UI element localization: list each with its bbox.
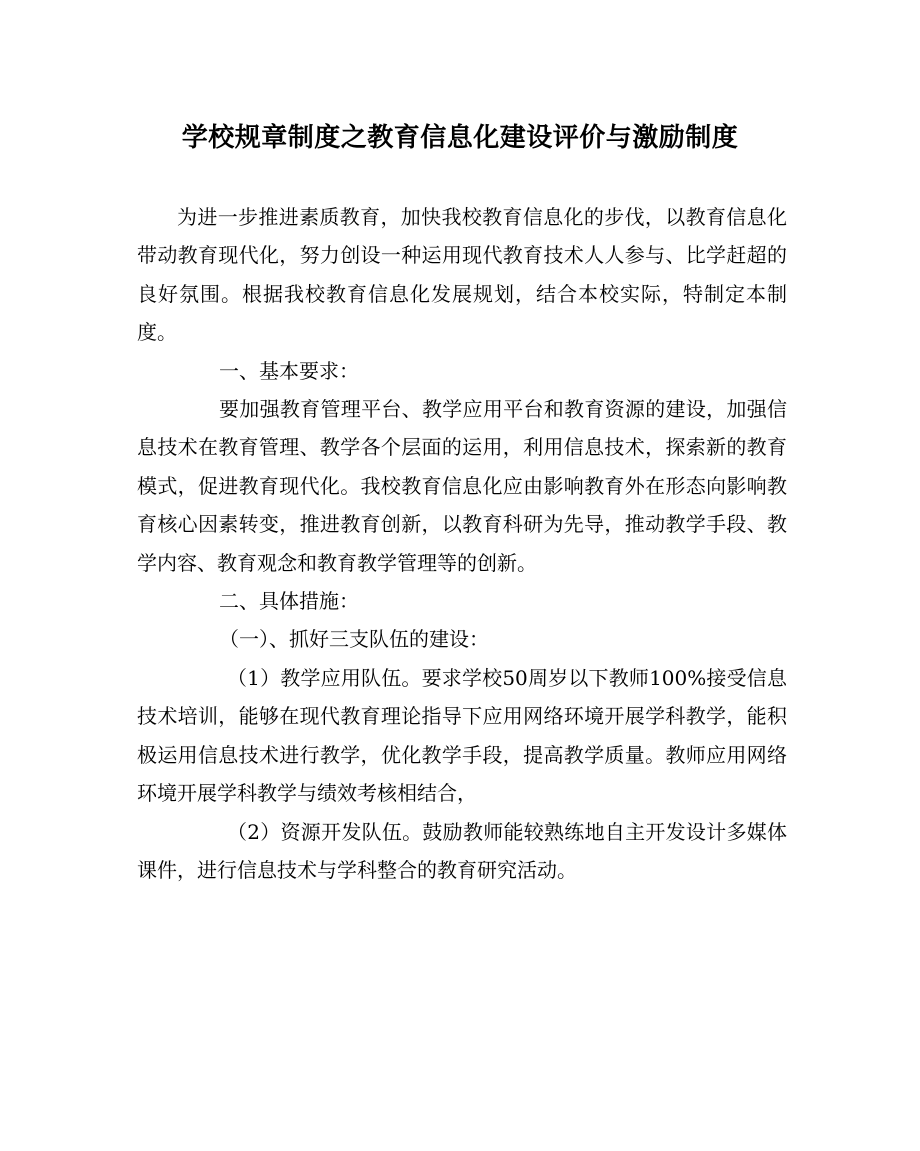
list-item-1: （1）教学应用队伍。要求学校50周岁以下教师100%接受信息技术培训，能够在现代教育理论指导下应用网络环境开展学科教学，能积极运用信息技术进行教学，优化教学手段，提高教学质量。教师应用网络环境开展学科教学与绩效考核相结合， bbox=[137, 665, 787, 806]
section-1-paragraph: 要加强教育管理平台、教学应用平台和教育资源的建设，加强信息技术在教育管理、教学各个层面的运用，利用信息技术，探索新的教育模式，促进教育现代化。我校教育信息化应由影响教育外在形态向影响教育核心因素转变，推进教育创新，以教育科研为先导，推动教学手段、教学内容、教育观念和教育教学管理等的创新。 bbox=[137, 397, 787, 575]
section-2-heading: 二、具体措施： bbox=[219, 589, 359, 614]
document-title: 学校规章制度之教育信息化建设评价与激励制度 bbox=[181, 123, 739, 153]
intro-paragraph: 为进一步推进素质教育，加快我校教育信息化的步伐，以教育信息化带动教育现代化，努力创设一种运用现代教育技术人人参与、比学赶超的良好氛围。根据我校教育信息化发展规划，结合本校实际，特制定本制度。 bbox=[137, 205, 787, 345]
list-item-2: （2）资源开发队伍。鼓励教师能较熟练地自主开发设计多媒体课件，进行信息技术与学科整合的教育研究活动。 bbox=[137, 819, 787, 882]
section-1-heading: 一、基本要求： bbox=[219, 358, 359, 383]
document-body bbox=[137, 198, 787, 889]
subsection-1-heading: （一）、抓好三支队伍的建设： bbox=[219, 627, 489, 652]
